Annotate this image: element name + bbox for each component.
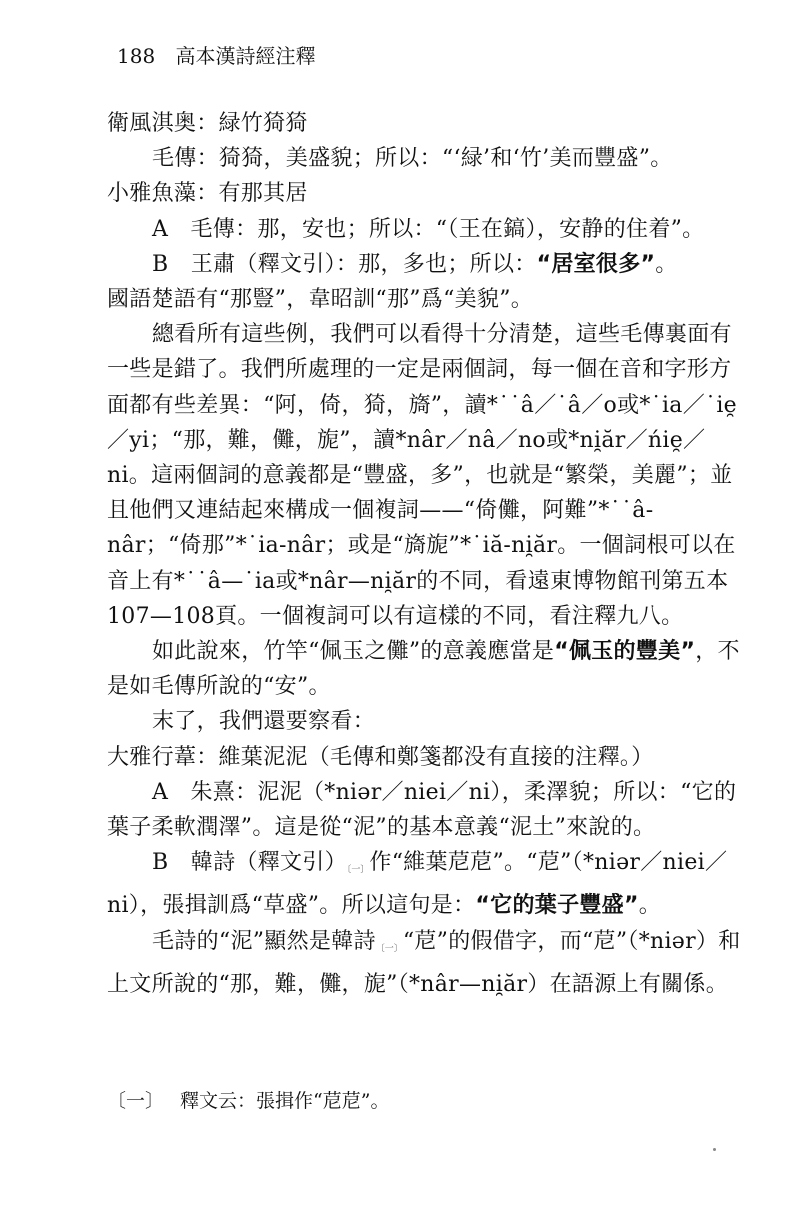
interpretation-b-emphasis: “居室很多” <box>536 251 656 277</box>
hanshi-text: B 韓詩（釋文引） <box>152 850 347 876</box>
footnote-text: 釋文云：張揖作“苨苨”。 <box>180 1090 390 1112</box>
main-text <box>107 106 747 1002</box>
page-number: 188 <box>117 44 156 68</box>
interpretation-b-end: 。 <box>655 251 678 277</box>
interpretation-a: A 毛傳：那，安也；所以：“（王在鎬），安静的住着”。 <box>152 216 705 242</box>
hanshi-emphasis: “它的葉子豐盛” <box>475 893 639 919</box>
discussion-paragraph: 總看所有這些例，我們可以看得十分清楚，這些毛傳裏面有一些是錯了。我們所處理的一定是兩個詞，每一個在音和字形方面都有些差異：“阿，倚，猗，旖”，讀*˙˙â／˙â／o或*˙ia／˙ie̯／yi；“那，難，儺，旎”，讀*nâr／nâ／no或*ni̯ăr／ńie̯／ni。這兩個詞的意義都是“豐盛，多”，也就是“繁榮，美麗”；並且他們又連結起來構成一個複詞——“倚儺，阿難”*˙˙â-nâr；“倚那”*˙ia-nâr；或是“旖旎”*˙iă-ni̯ăr。一個詞根可以在音上有*˙˙â—˙ia或*nâr—ni̯ăr的不同，看遠東博物館刊第五本107—108頁。一個複詞可以有這樣的不同，看注釋九八。 <box>107 322 737 629</box>
final-text-cont: “苨”的假借字，而“苨”（*niər）和上文所說的“那，難，儺，旎”（*nâr—ni̯ăr）在語源上有關係。 <box>107 928 741 997</box>
interpretation-zhuxi: A 朱熹：泥泥（*niər／niei／ni），柔澤貌；所以：“它的葉子柔軟潤澤”。這是從“泥”的基本意義“泥土”來說的。 <box>107 779 737 841</box>
speck-mark <box>713 1148 716 1151</box>
book-title: 高本漢詩經注釋 <box>175 44 316 68</box>
hanshi-end: 。 <box>638 893 662 919</box>
footnote-mark: 〔一〕 <box>107 1090 165 1112</box>
running-header <box>117 40 316 69</box>
citation-weifeng: 衛風淇奥：緑竹猗猗 <box>107 111 308 136</box>
citation-xiaoya: 小雅魚藻：有那其居 <box>107 181 308 207</box>
mao-commentary: 毛傳：猗猗，美盛貌；所以：“‘緑’和‘竹’美而豐盛”。 <box>152 146 673 172</box>
conclusion-emphasis: “佩玉的豐美” <box>554 639 696 665</box>
transition-line: 末了，我們還要察看： <box>152 709 376 735</box>
conclusion-text: 如此說來，竹竿“佩玉之儺”的意義應當是 <box>152 639 555 665</box>
guoyu-note: 國語楚語有“那豎”，韋昭訓“那”爲“美貌”。 <box>107 287 534 313</box>
final-paragraph <box>107 924 747 1002</box>
hanshi-text-cont: 作“維葉苨苨”。“苨”（*niər／niei／ni），張揖訓爲“草盛”。所以這句是： <box>107 850 728 919</box>
citation-daya: 大雅行葦：維葉泥泥（毛傳和鄭箋都没有直接的注釋。） <box>107 744 654 770</box>
conclusion-paragraph <box>107 634 747 704</box>
final-text: 毛詩的“泥”顯然是韓詩 <box>152 928 376 954</box>
footnote-reference[interactable]: 〔一〕 <box>346 865 370 876</box>
conclusion-end: ，不是如毛傳所說的“安”。 <box>107 639 740 700</box>
footnote <box>107 1086 389 1113</box>
interpretation-b <box>107 247 747 282</box>
interpretation-hanshi <box>107 845 747 923</box>
interpretation-b-text: B 王肅（釋文引）：那，多也；所以： <box>152 251 537 277</box>
footnote-reference[interactable]: 〔一〕 <box>375 943 403 954</box>
